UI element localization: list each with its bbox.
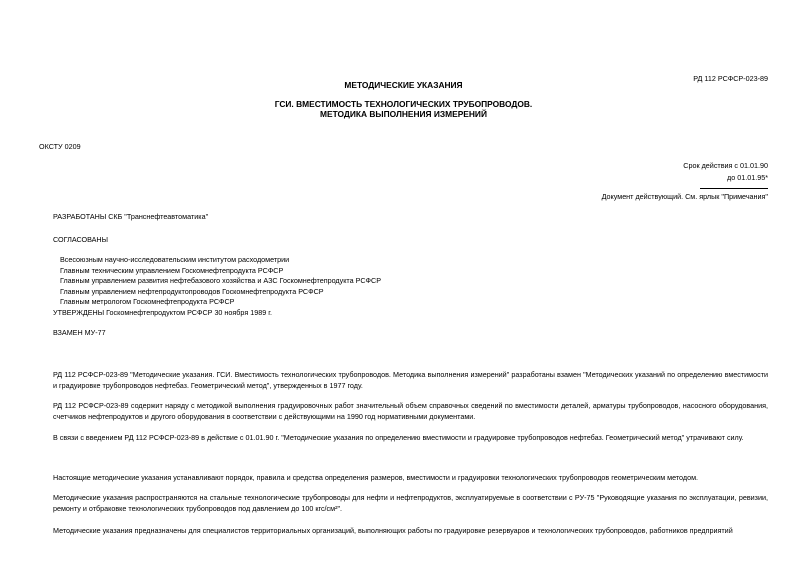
document-code: РД 112 РСФСР-023-89 bbox=[693, 74, 768, 83]
okstu-code: ОКСТУ 0209 bbox=[39, 142, 81, 151]
agreed-org-item: Главным метрологом Госкомнефтепродукта РСФСР bbox=[60, 297, 235, 306]
paragraph: Методические указания распространяются на стальные технологические трубопроводы для нефти и нефтепродуктов, эксплуатируемые в соответствии с РУ-75 "Руководящие указания по эксплуатации, ревизии, ремонту и отбраковке технологических трубопроводов под давлением до 100 кгс/см²". bbox=[53, 493, 768, 513]
validity-to: до 01.01.95* bbox=[727, 173, 768, 182]
paragraph: В связи с введением РД 112 РСФСР-023-89 в действие с 01.01.90 г. "Методические указания по определению вместимости и градуировке трубопроводов нефтебаз. Геометрический метод" утрачивают силу. bbox=[53, 433, 744, 442]
agreed-org-list bbox=[60, 255, 381, 308]
agreed-org-item: Всесоюзным научно-исследовательским институтом расходометрии bbox=[60, 255, 290, 264]
paragraph: РД 112 РСФСР-023-89 "Методические указания. ГСИ. Вместимость технологических трубопроводов. Методика выполнения измерений" разработаны взамен "Методических указаний по определению вместимости и градуировке трубопроводов нефтебаз. Геометрический метод", утвержденных в 1977 году. bbox=[53, 370, 768, 390]
paragraph: РД 112 РСФСР-023-89 содержит наряду с методикой выполнения градуировочных работ значительный объем справочных сведений по вместимости деталей, арматуры трубопроводов, насосного оборудования, счетчиков нефтепродуктов и другого оборудования в соответствии с действующими на 1990 год нормативными документами. bbox=[53, 401, 768, 421]
agreed-org-item: Главным управлением развития нефтебазового хозяйства и АЗС Госкомнефтепродукта РСФСР bbox=[60, 276, 381, 285]
validity-from: Срок действия с 01.01.90 bbox=[683, 161, 768, 170]
status-note: Документ действующий. См. ярлык "Примечания" bbox=[601, 192, 768, 201]
paragraph: Настоящие методические указания устанавливают порядок, правила и средства определения размеров, вместимости и градуировки технологических трубопроводов геометрическим методом. bbox=[53, 473, 699, 482]
replaces-line: ВЗАМЕН МУ-77 bbox=[53, 328, 106, 337]
paragraph: Методические указания предназначены для специалистов территориальных организаций, выполняющих работы по градуировке резервуаров и технологических трубопроводов, работников предприятий bbox=[53, 526, 733, 535]
divider-line bbox=[700, 188, 768, 189]
document-title-line2: МЕТОДИКА ВЫПОЛНЕНИЯ ИЗМЕРЕНИЙ bbox=[320, 109, 487, 119]
approved-line: УТВЕРЖДЕНЫ Госкомнефтепродуктом РСФСР 30 ноября 1989 г. bbox=[53, 308, 272, 317]
document-heading: МЕТОДИЧЕСКИЕ УКАЗАНИЯ bbox=[344, 80, 463, 90]
validity-block bbox=[683, 160, 768, 184]
document-title-line1: ГСИ. ВМЕСТИМОСТЬ ТЕХНОЛОГИЧЕСКИХ ТРУБОПРОВОДОВ. bbox=[274, 99, 533, 109]
agreed-org-item: Главным управлением нефтепродуктопроводов Госкомнефтепродукта РСФСР bbox=[60, 286, 324, 296]
agreed-org-item: Главным техническим управлением Госкомнефтепродукта РСФСР bbox=[60, 265, 284, 275]
developed-by: РАЗРАБОТАНЫ СКБ "Транснефтеавтоматика" bbox=[53, 212, 209, 221]
agreed-label: СОГЛАСОВАНЫ bbox=[53, 235, 108, 244]
